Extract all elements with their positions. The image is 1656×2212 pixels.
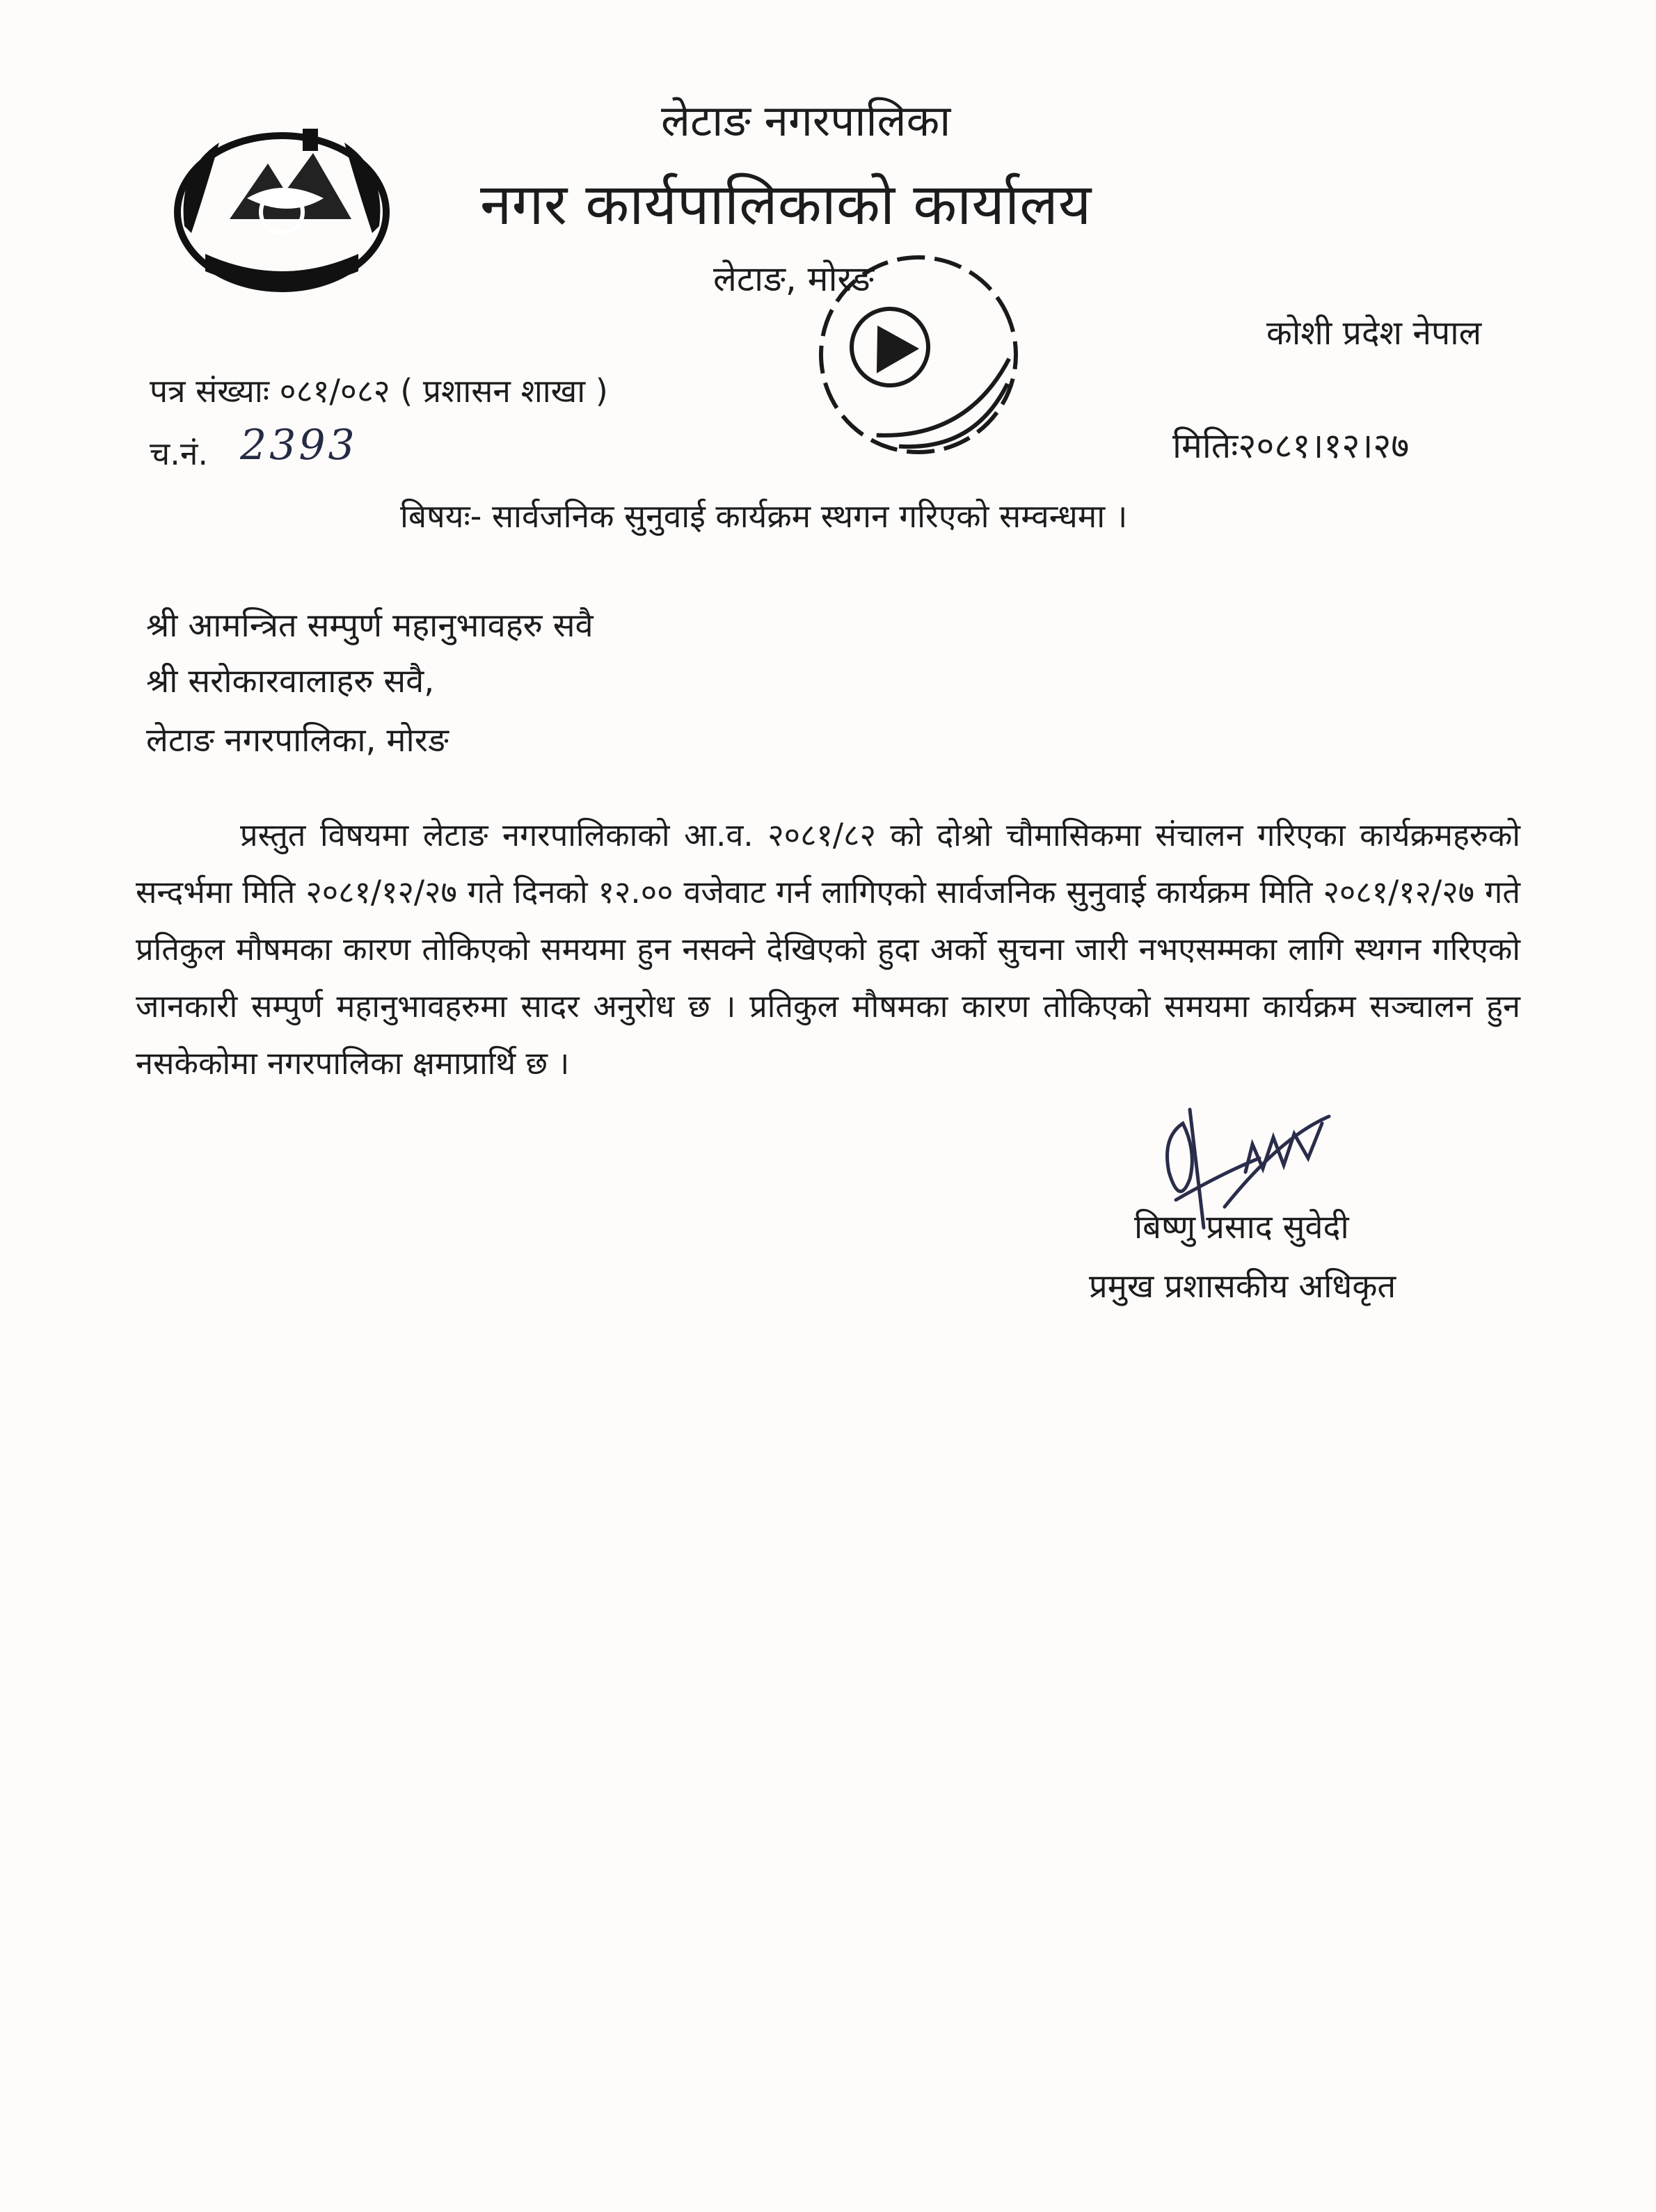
letter-date: मितिः२०८१।१२।२७: [1172, 426, 1410, 466]
addressee-line: श्री सरोकारवालाहरु सवै,: [146, 662, 435, 700]
addressee-line: लेटाङ नगरपालिका, मोरङ: [146, 721, 449, 760]
office-location: लेटाङ, मोरङ: [713, 259, 874, 299]
municipality-name: लेटाङ नगरपालिका: [661, 95, 951, 146]
signer-title: प्रमुख प्रशासकीय अधिकृत: [1089, 1267, 1396, 1306]
office-seal-icon: [800, 243, 1037, 466]
signer-name: बिष्णु प्रसाद सुवेदी: [1134, 1208, 1349, 1247]
chalani-label: च.नं.: [150, 435, 208, 472]
letter-subject: बिषयः- सार्वजनिक सुनुवाई कार्यक्रम स्थगन गरिएको सम्वन्धमा ।: [400, 497, 1128, 535]
nepal-government-emblem-icon: [164, 115, 400, 303]
body-paragraph: प्रस्तुत विषयमा लेटाङ नगरपालिकाको आ.व. २०८१/८२ को दोश्रो चौमासिकमा संचालन गरिएका कार्यक्रमहरुको सन्दर्भमा मिति २०८१/१२/२७ गते दिनको १२.०० वजेवाट गर्न लागिएको सार्वजनिक सुनुवाई कार्यक्रम मिति २०८१/१२/२७ गते प्रतिकुल मौषमका कारण तोकिएको समयमा हुन नसक्ने देखिएको हुदा अर्को सुचना जारी नभएसम्मका लागि स्थगन गरिएको जानकारी सम्पुर्ण महानुभावहरुमा सादर अनुरोध छ । प्रतिकुल मौषमका कारण तोकिएको समयमा कार्यक्रम सञ्चालन हुन नसकेकोमा नगरपालिका क्षमाप्रार्थि छ ।: [136, 817, 1520, 1082]
letter-body: [136, 807, 1520, 1092]
office-name: नगर कार्यपालिकाको कार्यालय: [480, 172, 1092, 238]
letter-number: पत्र संख्याः ०८१/०८२ ( प्रशासन शाखा ): [150, 372, 608, 410]
chalani-number: 2393: [240, 421, 358, 470]
addressee-line: श्री आमन्त्रित सम्पुर्ण महानुभावहरु सवै: [146, 607, 594, 645]
province-name: कोशी प्रदेश नेपाल: [1266, 314, 1482, 353]
